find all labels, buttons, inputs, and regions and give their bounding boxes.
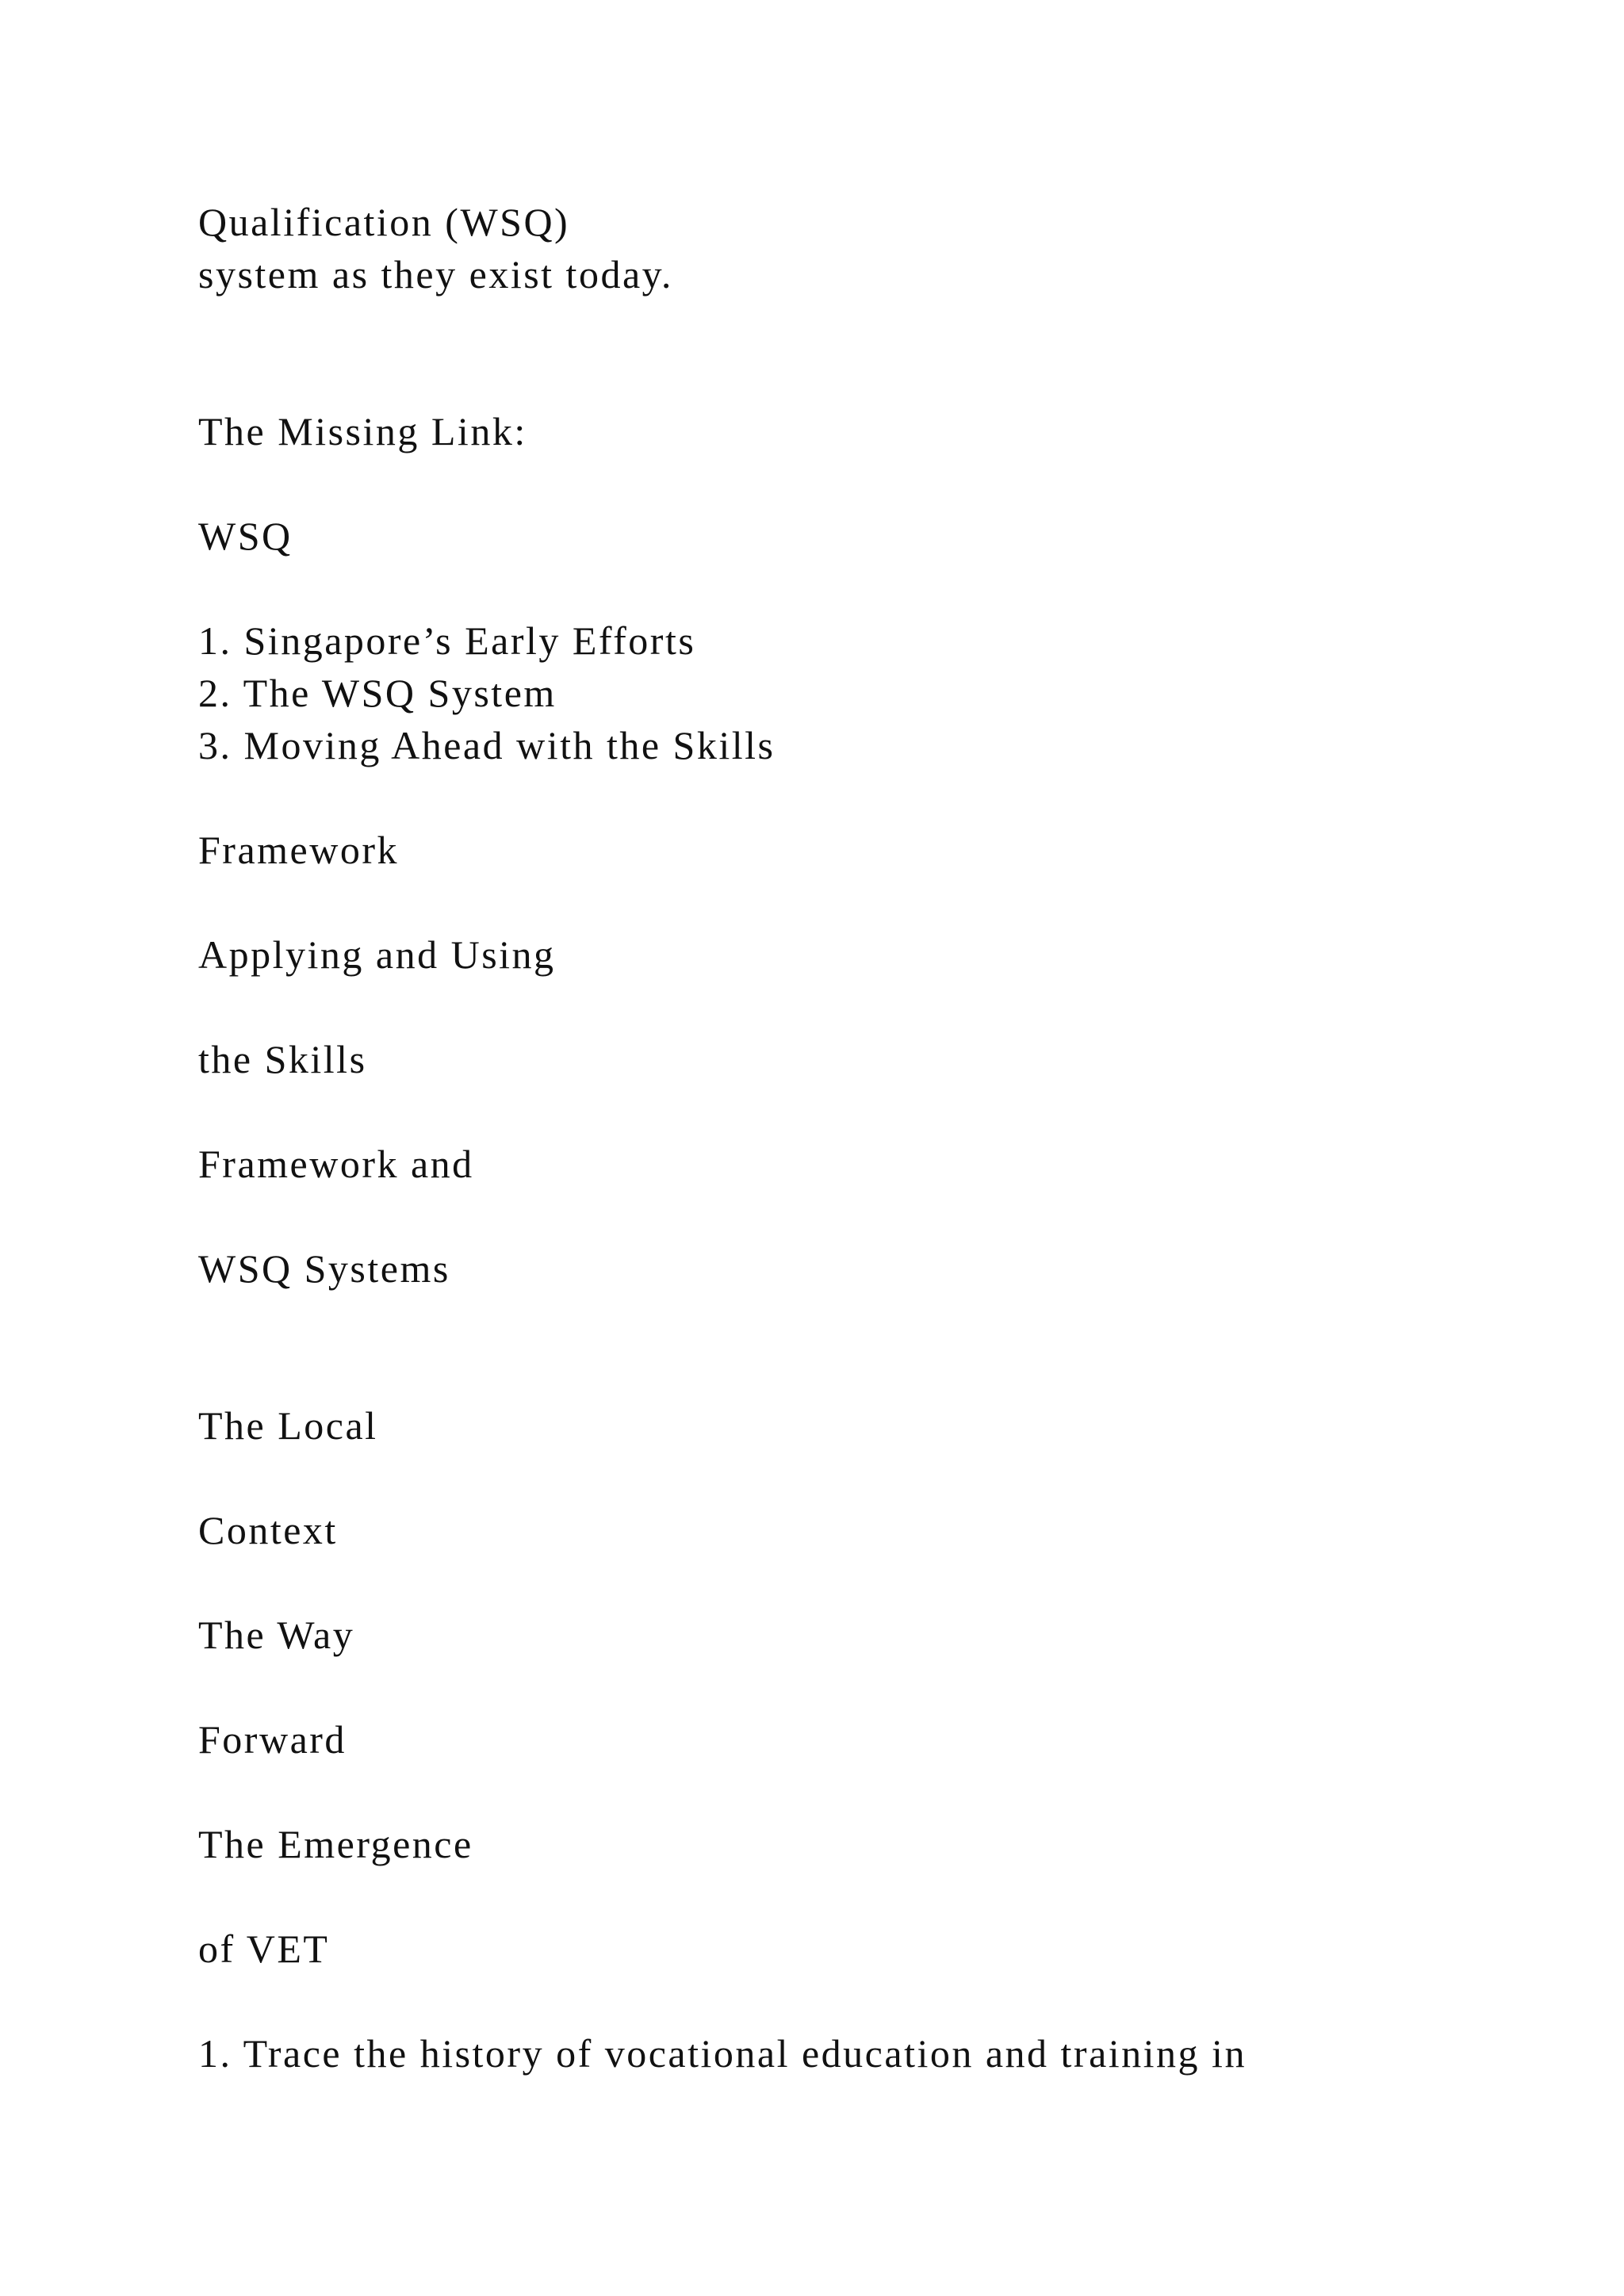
- text-line: system as they exist today.: [198, 252, 673, 297]
- list-item: 1. Singapore’s Early Efforts: [198, 618, 696, 663]
- text-line: the Skills: [198, 1037, 367, 1081]
- text-line: Framework and: [198, 1142, 474, 1186]
- list-item: 2. The WSQ System: [198, 671, 557, 715]
- text-line: The Emergence: [198, 1822, 473, 1866]
- text-line: Context: [198, 1508, 338, 1552]
- text-line: Applying and Using: [198, 932, 556, 977]
- text-line: The Local: [198, 1403, 378, 1448]
- text-line: The Way: [198, 1613, 355, 1657]
- text-line: Forward: [198, 1717, 347, 1762]
- text-line: WSQ: [198, 514, 293, 558]
- text-line: WSQ Systems: [198, 1246, 450, 1291]
- text-line: of VET: [198, 1927, 330, 1971]
- section-heading: The Missing Link:: [198, 409, 527, 453]
- text-line: Framework: [198, 828, 399, 872]
- list-item: 1. Trace the history of vocational education and training in: [198, 2031, 1247, 2076]
- list-item: 3. Moving Ahead with the Skills: [198, 723, 776, 767]
- text-line: Qualification (WSQ): [198, 200, 570, 244]
